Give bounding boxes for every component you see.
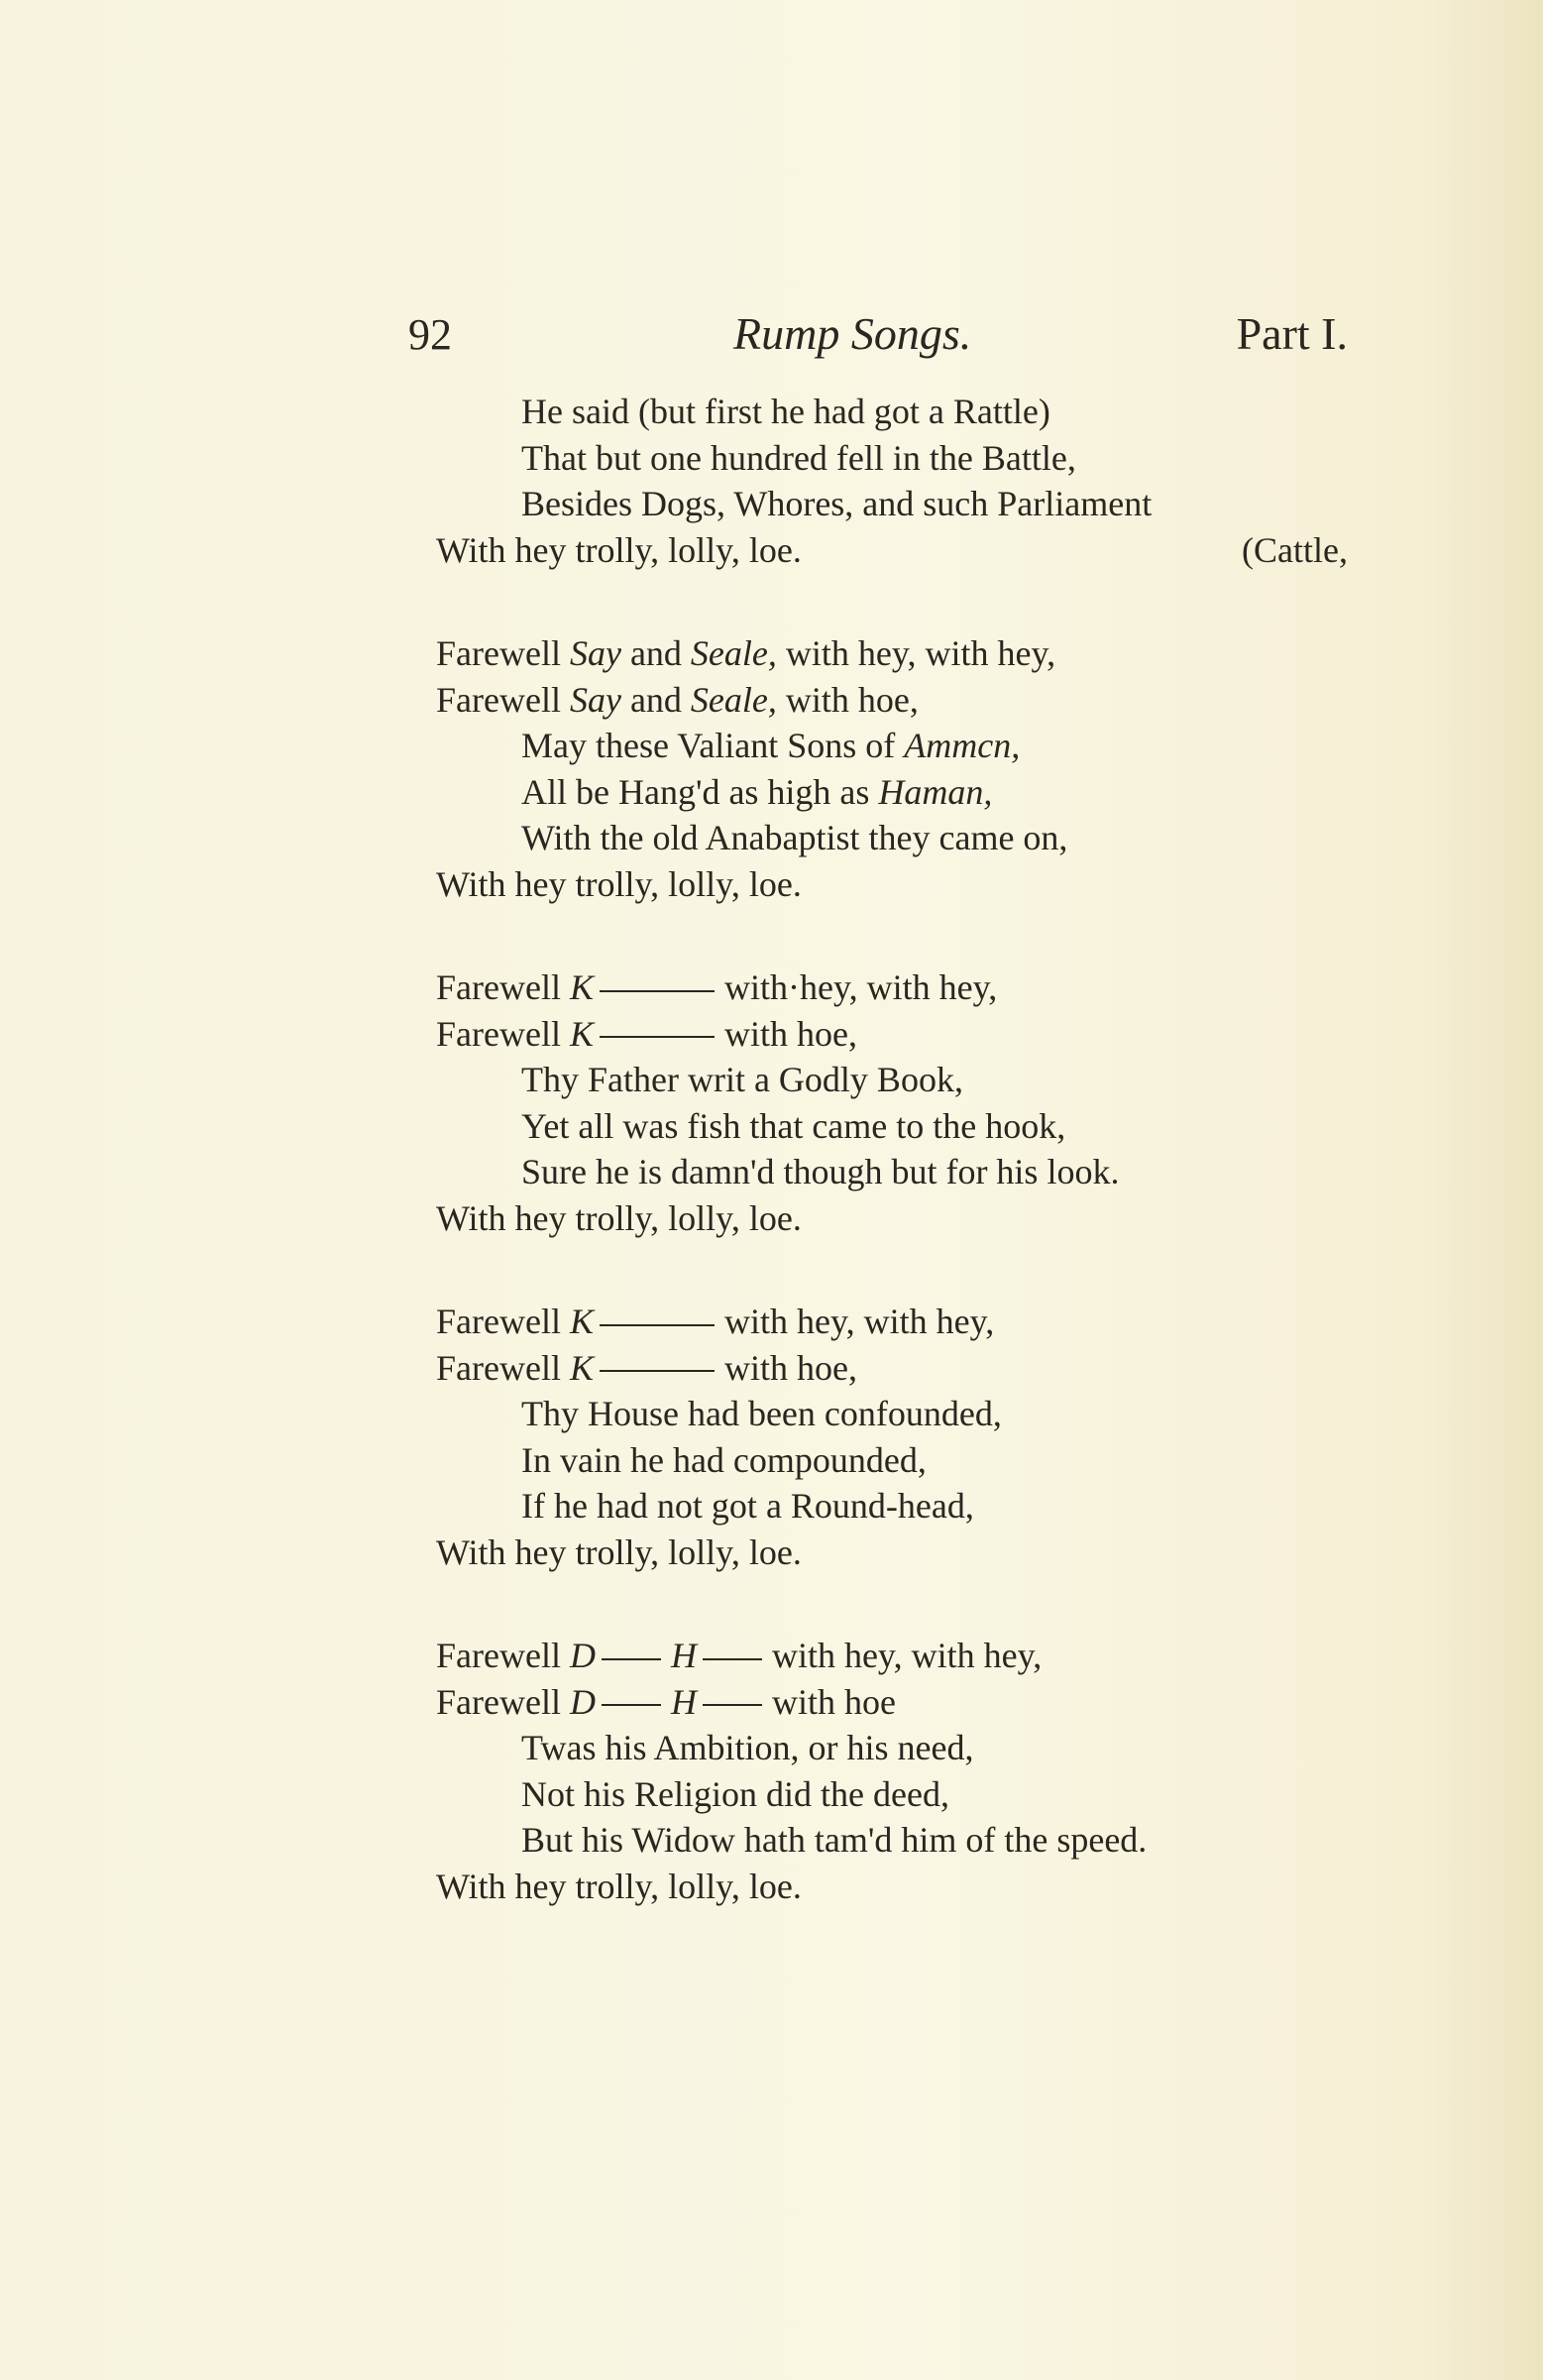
stanza-4: [436, 1299, 1348, 1575]
farewell-word: Farewell: [436, 967, 561, 1007]
verse-line: [436, 677, 1348, 724]
verse-line: [436, 1299, 1348, 1345]
line-tail: with hoe,: [723, 1347, 857, 1388]
refrain: With hey trolly, lolly, loe.: [436, 1531, 802, 1572]
farewell-word: Farewell: [436, 1347, 561, 1388]
blank-dash: [600, 990, 715, 992]
line-tail: with·hey, with hey,: [723, 967, 998, 1007]
stanza-3: [436, 964, 1348, 1241]
page-header: [408, 297, 1348, 367]
farewell-word: Farewell: [436, 1302, 561, 1341]
verse-line: Sure he is damn'd though but for his look.: [521, 1152, 1120, 1191]
verse-line: Besides Dogs, Whores, and such Parliament: [521, 484, 1153, 523]
initial-k: K: [569, 1302, 594, 1341]
blank-dash: [600, 1324, 715, 1326]
verse-line: With the old Anabaptist they came on,: [521, 818, 1068, 857]
name-seale: Seale,: [690, 679, 777, 720]
verse-line: [436, 723, 1348, 769]
verse-line: [436, 769, 1348, 816]
refrain: With hey trolly, lolly, loe.: [436, 529, 802, 570]
verse-line: Not his Religion did the deed,: [521, 1773, 949, 1814]
initial-h: H: [670, 1681, 697, 1722]
poem-text: [436, 389, 1348, 1967]
stanza-1: [436, 389, 1348, 573]
name-seale: Seale,: [690, 633, 777, 673]
initial-d: D: [569, 1636, 596, 1675]
line-text: All be Hang'd as high as: [521, 771, 870, 812]
initial-k: K: [569, 1347, 594, 1388]
verse-line: [436, 1011, 1348, 1058]
stanza-5: [436, 1633, 1348, 1909]
running-title: Rump Songs.: [733, 308, 972, 359]
name-say: Say: [569, 679, 621, 720]
line-tail: with hey, with hey,: [785, 633, 1056, 673]
refrain: With hey trolly, lolly, loe.: [436, 1197, 802, 1238]
initial-d: D: [569, 1681, 596, 1722]
name-say: Say: [569, 633, 621, 673]
blank-dash: [600, 1036, 715, 1038]
blank-dash: [602, 1658, 661, 1660]
name-haman: Haman,: [878, 771, 993, 812]
turnover-word: (Cattle,: [1242, 529, 1348, 570]
and-word: and: [629, 633, 682, 673]
page-number: 92: [408, 310, 452, 359]
blank-dash: [703, 1658, 762, 1660]
verse-line: Twas his Ambition, or his need,: [521, 1728, 974, 1767]
verse-line: In vain he had compounded,: [521, 1439, 927, 1480]
farewell-word: Farewell: [436, 1013, 561, 1054]
refrain: With hey trolly, lolly, loe.: [436, 863, 802, 904]
and-word: and: [629, 679, 682, 720]
blank-dash: [602, 1704, 661, 1706]
farewell-word: Farewell: [436, 1681, 561, 1722]
line-tail: with hoe,: [723, 1013, 857, 1054]
stanza-2: [436, 630, 1348, 907]
line-text: May these Valiant Sons of: [521, 726, 896, 765]
initial-k: K: [569, 1013, 594, 1054]
part-label: Part I.: [1236, 308, 1348, 359]
verse-line: Thy Father writ a Godly Book,: [521, 1060, 963, 1099]
verse-line: [436, 964, 1348, 1011]
verse-line: Yet all was fish that came to the hook,: [521, 1105, 1066, 1146]
verse-line: [436, 1679, 1348, 1726]
verse-line: If he had not got a Round-head,: [521, 1486, 974, 1526]
farewell-word: Farewell: [436, 1636, 561, 1675]
refrain: With hey trolly, lolly, loe.: [436, 1866, 802, 1906]
line-tail: with hey, with hey,: [723, 1302, 995, 1341]
verse-line: But his Widow hath tam'd him of the speed.: [521, 1820, 1148, 1860]
initial-k: K: [569, 967, 594, 1007]
verse-line: That but one hundred fell in the Battle,: [521, 437, 1076, 478]
farewell-word: Farewell: [436, 679, 561, 720]
verse-line: He said (but first he had got a Rattle): [521, 392, 1050, 431]
name-ammon: Ammcn,: [904, 726, 1021, 765]
verse-line: [436, 1633, 1348, 1679]
verse-line: [436, 630, 1348, 677]
line-tail: with hoe,: [785, 679, 919, 720]
verse-line: Thy House had been confounded,: [521, 1394, 1002, 1433]
blank-dash: [600, 1370, 715, 1372]
line-tail: with hoe: [771, 1681, 896, 1722]
line-tail: with hey, with hey,: [771, 1636, 1043, 1675]
farewell-word: Farewell: [436, 633, 561, 673]
verse-line: [436, 1345, 1348, 1392]
initial-h: H: [670, 1636, 697, 1675]
verse-line: [436, 527, 1348, 574]
blank-dash: [703, 1704, 762, 1706]
